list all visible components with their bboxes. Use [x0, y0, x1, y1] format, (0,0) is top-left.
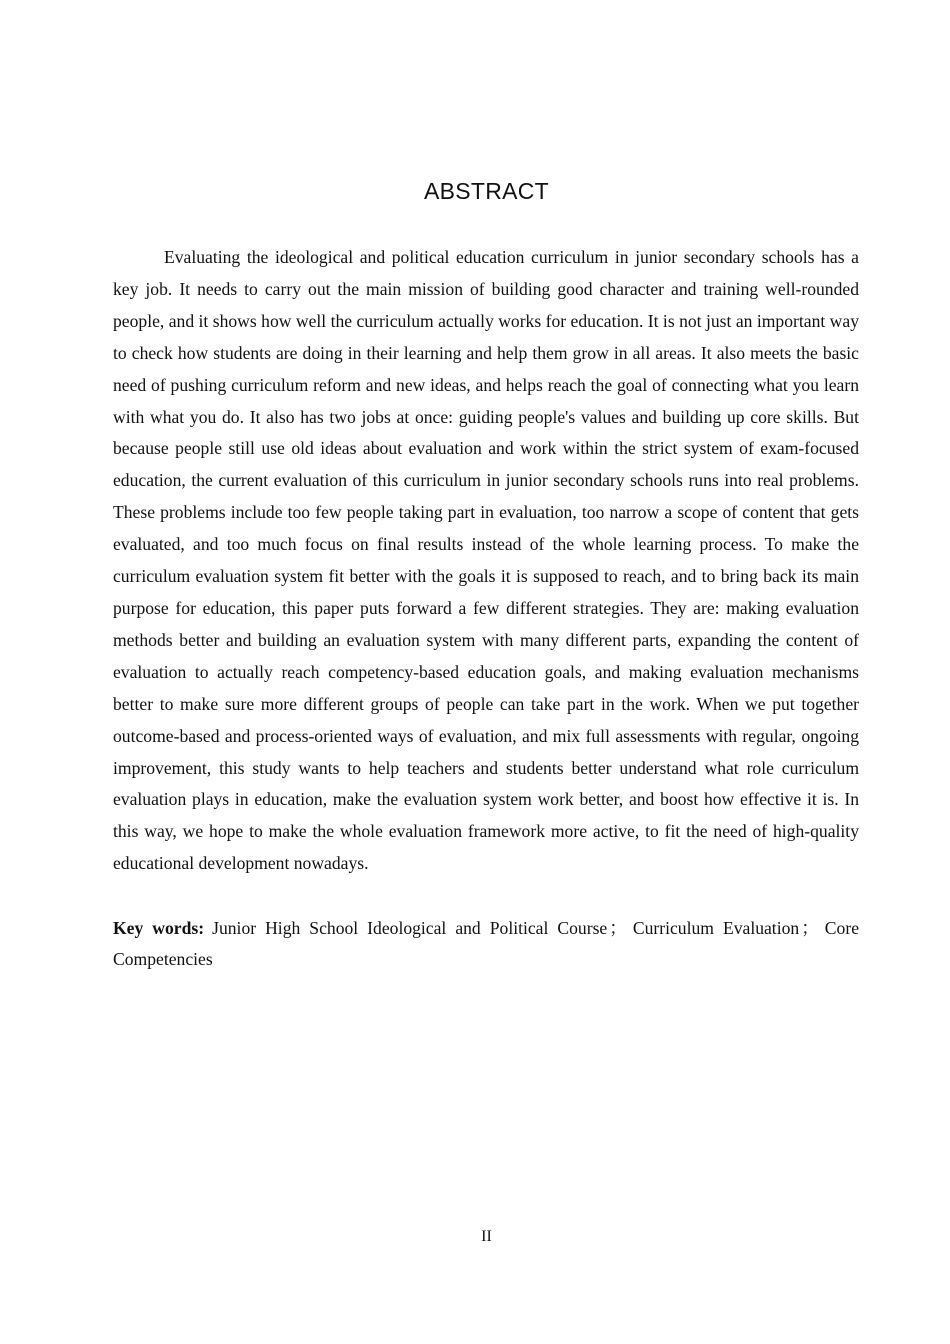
abstract-body-text: Evaluating the ideological and political education curriculum in junior secondary schools has a key job. It needs to carry out the main mission of building good character and training well-rounded people, and it shows how well the curriculum actually works for education. It is not just an important way to check how students are doing in their learning and help them grow in all areas. It also meets the basic need of pushing curriculum reform and new ideas, and helps reach the goal of connecting what you learn with what you do. It also has two jobs at once: guiding people's values and building up core skills. But because people still use old ideas about evaluation and work within the strict system of exam-focused education, the current evaluation of this curriculum in junior secondary schools runs into real problems. These problems include too few people taking part in evaluation, too narrow a scope of content that gets evaluated, and too much focus on final results instead of the whole learning process. To make the curriculum evaluation system fit better with the goals it is supposed to reach, and to bring back its main purpose for education, this paper puts forward a few different strategies. They are: making evaluation methods better and building an evaluation system with many different parts, expanding the content of evaluation to actually reach competency-based education goals, and making evaluation mechanisms better to make sure more different groups of people can take part in the work. When we put together outcome-based and process-oriented ways of evaluation, and mix full assessments with regular, ongoing improvement, this study wants to help teachers and students better understand what role curriculum evaluation plays in education, make the evaluation system work better, and boost how effective it is. In this way, we hope to make the whole evaluation framework more active, to fit the need of high-quality educational development nowadays. — [113, 247, 859, 874]
page-number: II — [481, 1228, 492, 1245]
keywords-line — [113, 913, 859, 975]
keyword-item: Junior High School Ideological and Political Course — [212, 918, 608, 938]
keyword-separator: ； — [801, 918, 819, 938]
keyword-item: Curriculum Evaluation — [632, 918, 800, 938]
keywords-label: Key words: — [113, 918, 205, 938]
keyword-separator: ； — [609, 918, 627, 938]
keyword-item: Core Competencies — [113, 918, 859, 969]
abstract-title: ABSTRACT — [423, 178, 550, 204]
